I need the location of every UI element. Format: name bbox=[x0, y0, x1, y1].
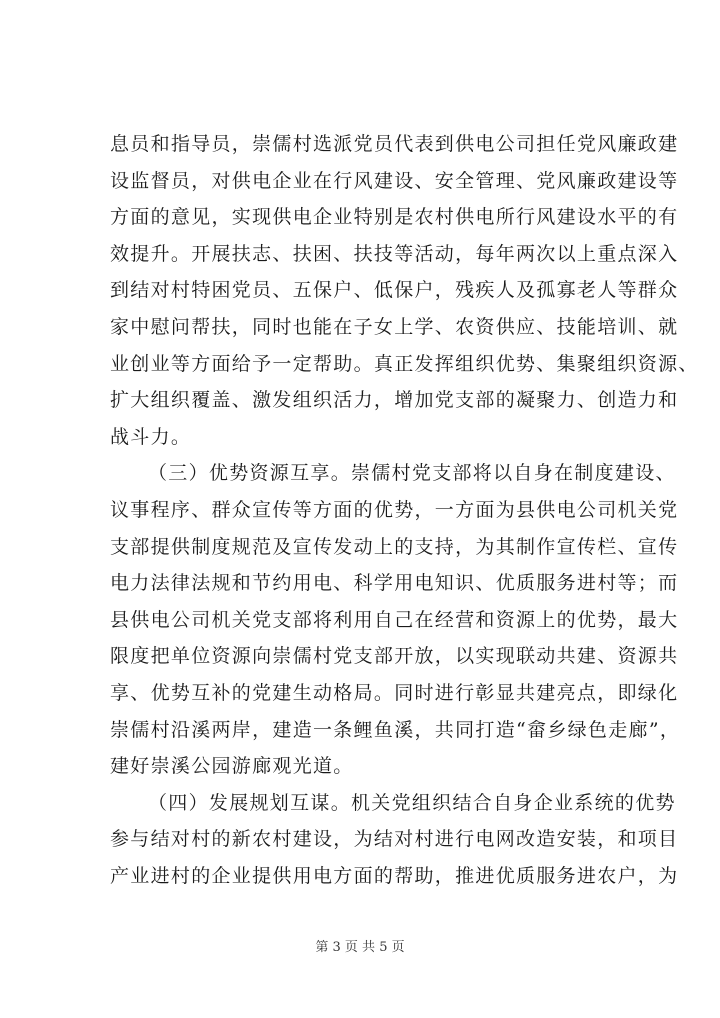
text-line: 参与结对村的新农村建设，为结对村进行电网改造安装，和项目 bbox=[110, 828, 679, 851]
text-line: 产业进村的企业提供用电方面的帮助，推进优质服务进农户，为 bbox=[110, 864, 679, 887]
page-number-footer: 第 3 页 共 5 页 bbox=[315, 940, 405, 955]
text-line: 战斗力。 bbox=[110, 425, 192, 448]
text-line: 业创业等方面给予一定帮助。真正发挥组织优势、集聚组织资源、 bbox=[110, 352, 699, 375]
text-line: 享、优势互补的党建生动格局。同时进行彰显共建亮点，即绿化 bbox=[110, 681, 679, 704]
text-line: 效提升。开展扶志、扶困、扶技等活动，每年两次以上重点深入 bbox=[110, 242, 679, 265]
text-line: 崇儒村沿溪两岸，建造一条鲤鱼溪，共同打造“畲乡绿色走廊”， bbox=[110, 718, 681, 741]
text-line: 议事程序、群众宣传等方面的优势，一方面为县供电公司机关党 bbox=[110, 498, 679, 521]
text-line: 家中慰问帮扶，同时也能在子女上学、农资供应、技能培训、就 bbox=[110, 315, 679, 338]
text-line: 支部提供制度规范及宣传发动上的支持，为其制作宣传栏、宣传 bbox=[110, 535, 679, 558]
text-line: 到结对村特困党员、五保户、低保户，残疾人及孤寡老人等群众 bbox=[110, 279, 679, 302]
text-line: 电力法律法规和节约用电、科学用电知识、优质服务进村等；而 bbox=[110, 572, 679, 595]
text-line: 县供电公司机关党支部将利用自己在经营和资源上的优势，最大 bbox=[110, 608, 679, 631]
text-line: 限度把单位资源向崇儒村党支部开放，以实现联动共建、资源共 bbox=[110, 645, 679, 668]
text-line: 息员和指导员，崇儒村选派党员代表到供电公司担任党风廉政建 bbox=[110, 133, 679, 155]
text-line: 建好崇溪公园游廊观光道。 bbox=[110, 755, 354, 778]
section-heading-line: （四）发展规划互谋。机关党组织结合自身企业系统的优势 bbox=[148, 791, 676, 814]
text-line: 扩大组织覆盖、激发组织活力，增加党支部的凝聚力、创造力和 bbox=[110, 389, 679, 412]
text-line: 设监督员，对供电企业在行风建设、安全管理、党风廉政建设等 bbox=[110, 169, 679, 192]
text-line: 方面的意见，实现供电企业特别是农村供电所行风建设水平的有 bbox=[110, 206, 679, 229]
body-text bbox=[110, 126, 699, 894]
section-heading-line: （三）优势资源互享。崇儒村党支部将以自身在制度建设、 bbox=[148, 462, 676, 485]
